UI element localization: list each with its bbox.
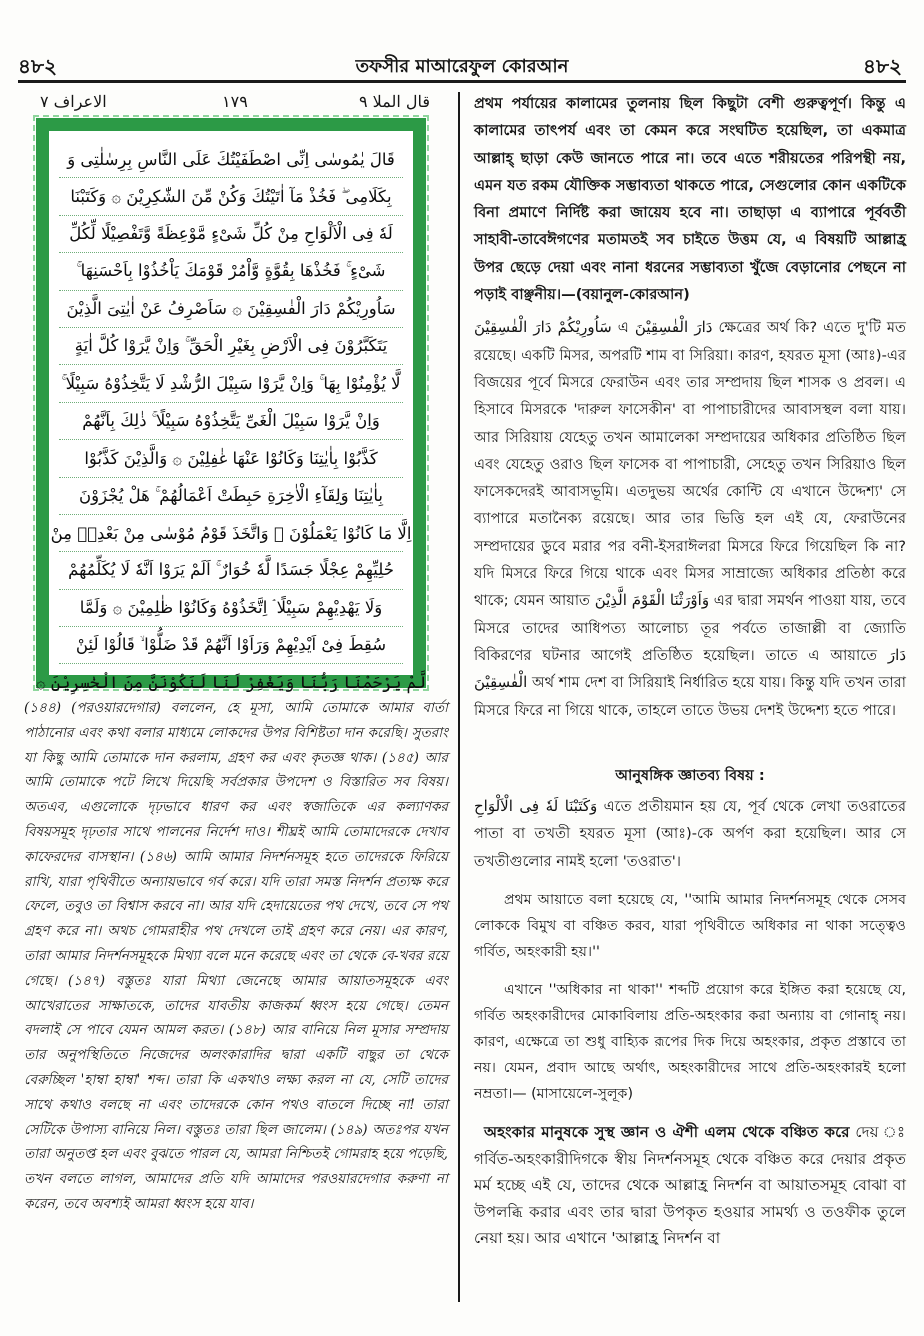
commentary-paragraph: এখানে ''অধিকার না থাকা'' শব্দটি প্রয়োগ করে ইঙ্গিত করা হয়েছে যে, গর্বিত অহংকারীদের মোকাবিলায় প্রতি-অহংকার করা অন্যায় বা গোনাহ্ নয়। কারণ, এক্ষেত্রে তা শুধু বাহ্যিক রূপের দিক দিয়ে অহংকার, প্রকৃত প্রস্তাবে তা নয়। যেমন, প্রবাদ আছে অর্থাৎ, অহংকারীদের সাথে প্রতি-অহংকারই হলো নম্রতা।— (মাসায়েলে-সুলূক) (474, 982, 906, 1103)
commentary-paragraph (474, 793, 906, 875)
left-column (22, 88, 450, 1217)
inline-text: এতে প্রতীয়মান হয় যে, পূর্ব থেকে লেখা তওরাতের পাতা বা তখতী হযরত মূসা (আঃ)-কে অর্পণ করা হয়েছিল। আর সে তখতীগুলোর নামই হলো 'তওরাত'। (474, 798, 906, 870)
quran-text-block (35, 129, 426, 693)
page-number-left: ৪৮২ (18, 54, 57, 78)
quran-page-header (22, 88, 450, 114)
quran-line: كَذَّبُوْا بِاٰيٰتِنَا وَكَانُوْا عَنْهَا غٰفِلِيْنَ ۞ وَالَّذِيْنَ كَذَّبُوْا (59, 440, 403, 477)
quran-line: بِاٰيٰتِنَا وَلِقَآءِ الْاٰخِرَةِ حَبِطَتْ اَعْمَالُهُمْ ۚ هَلْ يُجْزَوْنَ (59, 478, 403, 515)
inline-text: এর দ্বারা সমর্থন পাওয়া যায়, তবে মিসরে তাদের আধিপত্য আলোচ্য তূর পর্বতে তাজাল্লী বা জ্যোতি বিকিরণের ঘটনার আগেই প্রতিষ্ঠিত হয়েছিল। তাতে এ আয়াতে (474, 592, 906, 664)
header-rule (18, 80, 906, 83)
juz-name: قال الملا ٩ (358, 92, 430, 111)
commentary-paragraph: প্রথম পর্যায়ের কালামের তুলনায় ছিল কিছুটা বেশী গুরুত্বপূর্ণ। কিন্তু এ কালামের তাৎপর্য এবং তা কেমন করে সংঘটিত হয়েছিল, তা একমাত্র আল্লাহ্ ছাড়া কেউ জানতে পারে না। তবে এতে শরীয়তের পরিপন্থী নয়, এমন যত রকম যৌক্তিক সম্ভাব্যতা থাকতে পারে, সেগুলোর কোন একটিকে বিনা প্রমাণে নির্দিষ্ট করা জায়েয হবে না। তাছাড়া এ ব্যাপারে পূর্ববর্তী সাহাবী-তাবেঈগণের মতামতই সব চাইতে উত্তম যে, এ বিষয়টি আল্লাহ্র উপর ছেড়ে দেয়া এবং নানা ধরনের সম্ভাব্যতা খুঁজে বেড়ানোর পেছনে না পড়াই বাঞ্ছনীয়।—(বয়ানুল-কোরআন) (474, 95, 906, 304)
quran-line: شَىْءٍ ۚ فَخُذْهَا بِقُوَّةٍ وَّاْمُرْ قَوْمَكَ يَاْخُذُوْا بِاَحْسَنِهَا ۚ (59, 253, 403, 290)
mushaf-page-number: ١٧٩ (222, 92, 248, 111)
quran-line: لَهٗ فِى الْاَلْوَاحِ مِنْ كُلِّ شَىْءٍ مَّوْعِظَةً وَّتَفْصِيْلًا لِّكُلِّ (59, 216, 403, 253)
arabic-quote: دَارَ الْفٰسِقِيْنَ (474, 645, 906, 692)
running-title: তফসীর মাআরেফুল কোরআন (355, 56, 569, 77)
quran-line: اِلَّا مَا كَانُوْا يَعْمَلُوْنَ ۞ وَاتَّخَذَ قَوْمُ مُوْسٰى مِنْ بَعْدِهٖ مِنْ (59, 515, 403, 552)
column-divider (458, 92, 460, 1302)
right-column (474, 90, 906, 1252)
page-number-right: ৪৮২ (863, 54, 902, 78)
inline-text: ক্ষেত্রের অর্থ কি? এতে দু'টি মত রয়েছে। একটি মিসর, অপরটি শাম বা সিরিয়া। কারণ, হযরত মূসা (আঃ)-এর বিজয়ের পূর্বে মিসরে ফেরাউন এবং তার সম্প্রদায় ছিল শাসক ও প্রবল। এ হিসাবে মিসরকে 'দারুল ফাসেকীন' বা পাপাচারীদের আবাসস্থল বলা যায়। আর সিরিয়ায় যেহেতু তখন আমালেকা সম্প্রদায়ের অধিকার প্রতিষ্ঠিত ছিল এবং যেহেতু ওরাও ছিল ফাসেক বা পাপাচারী, সেহেতু তখন সিরিয়াও ছিল ফাসেকদেরই আবাসভূমি। এতদুভয় অর্থের কোন্টি যে এখানে উদ্দেশ্য' সে ব্যাপারে মতানৈক্য রয়েছে। আর তার ভিত্তি হল এই যে, ফেরাউনের সম্প্রদায়ের ডুবে মরার পর বনী-ইসরাঈলরা মিসরে ফিরে গিয়েছিল কি না? যদি মিসরে ফিরে গিয়ে থাকে এবং মিসর সাম্রাজ্যে অধিকার প্রতিষ্ঠা করে থাকে; যেমন আয়াত (474, 319, 906, 610)
quran-line: لَّا يُؤْمِنُوْا بِهَا ۚ وَاِنْ يَّرَوْا سَبِيْلَ الرُّشْدِ لَا يَتَّخِذُوْهُ سَبِيْلًا ۚ (59, 365, 403, 402)
bold-heading: অহংকার মানুষকে সুস্থ জ্ঞান ও ঐশী এলম থেকে বঞ্চিত করে (484, 1123, 850, 1142)
quran-line: وَاِنْ يَّرَوْا سَبِيْلَ الْغَىِّ يَتَّخِذُوْهُ سَبِيْلًا ۚ ذٰلِكَ بِاَنَّهُمْ (59, 403, 403, 440)
page-header (0, 0, 924, 82)
quran-line: قَالَ يٰمُوسٰى اِنِّى اصْطَفَيْتُكَ عَلَى النَّاسِ بِرِسٰلٰتِى وَ (59, 141, 403, 178)
commentary-paragraph (474, 1119, 906, 1252)
quran-line: بِكَلَامِى ۖ فَخُذْ مَآ اٰتَيْتُكَ وَكُنْ مِّنَ الشّٰكِرِيْنَ ۞ وَكَتَبْنَا (59, 178, 403, 215)
quran-line: سُقِطَ فِىْ اَيْدِيْهِمْ وَرَاَوْا اَنَّهُمْ قَدْ ضَلُّوْا ۙ قَالُوْا لَئِنْ (59, 627, 403, 664)
quran-line: لَّمْ يَرْحَمْنَا رَبُّنَا وَيَغْفِرْ لَنَا لَنَكُوْنَنَّ مِنَ الْخٰسِرِيْنَ ۞ (35, 673, 426, 693)
commentary-paragraph (474, 314, 906, 723)
quran-line: يَتَكَبَّرُوْنَ فِى الْاَرْضِ بِغَيْرِ الْحَقِّ ۚ وَاِنْ يَّرَوْا كُلَّ اٰيَةٍ (59, 328, 403, 365)
arabic-quote: وَكَتَبْنَا لَهٗ فِى الْاَلْوَاحِ (474, 797, 598, 816)
quran-frame (35, 118, 426, 693)
surah-name: الاعراف ٧ (40, 92, 107, 111)
inline-text: এ (611, 319, 635, 337)
quran-line: سَاُورِيْكُمْ دَارَ الْفٰسِقِيْنَ ۞ سَاَصْرِفُ عَنْ اٰيٰتِىَ الَّذِيْنَ (59, 291, 403, 328)
inline-text: দেয় ঃ গর্বিত-অহংকারীদিগকে স্বীয় নিদর্শনসমূহ থেকে বঞ্চিত করে দেয়ার প্রকৃত মর্ম হচ্ছে এই যে, তাদের থেকে আল্লাহ্র নিদর্শন বা আয়াতসমূহ বোঝা বা উপলব্ধি করার এবং তার দ্বারা উপকৃত হওয়ার সামর্থ্য ও তওফীক তুলে নেয়া হয়। আর এখানে 'আল্লাহ্র নিদর্শন বা (474, 1123, 906, 1248)
commentary-paragraph: প্রথম আয়াতে বলা হয়েছে যে, ''আমি আমার নিদর্শনসমূহ থেকে সেসব লোককে বিমুখ বা বঞ্চিত করব, যারা পৃথিবীতে অধিকার না থাকা সত্ত্বেও গর্বিত, অহংকারী হয়।'' (474, 892, 906, 961)
quran-line: حُلِيِّهِمْ عِجْلًا جَسَدًا لَّهٗ خُوَارٌ ۚ اَلَمْ يَرَوْا اَنَّهٗ لَا يُكَلِّمُهُمْ (59, 552, 403, 589)
translation-text: (১৪৪) (পরওয়ারদেগার) বললেন, হে মূসা, আমি তোমাকে আমার বার্তা পাঠানোর এবং কথা বলার মাধ্যমে লোকদের উপর বিশিষ্টতা দান করেছি। সুতরাং যা কিছু আমি তোমাকে দান করলাম, গ্রহণ কর এবং কৃতজ্ঞ থাক। (১৪৫) আর আমি তোমাকে পটে লিখে দিয়েছি সর্বপ্রকার উপদেশ ও বিস্তারিত সব বিষয়। অতএব, এগুলোকে দৃঢ়ভাবে ধারণ কর এবং স্বজাতিকে এর কল্যাণকর বিষয়সমূহ দৃঢ়তার সাথে পালনের নির্দেশ দাও। শীঘ্রই আমি তোমাদেরকে দেখাব কাফেরদের বাসস্থান। (১৪৬) আমি আমার নিদর্শনসমূহ হতে তাদেরকে ফিরিয়ে রাখি, যারা পৃথিবীতে অন্যায়ভাবে গর্ব করে। যদি তারা সমস্ত নিদর্শন প্রত্যক্ষ করে ফেলে, তবুও তা বিশ্বাস করবে না। আর যদি হেদায়েতের পথ দেখে, তবে সে পথ গ্রহণ করে না। অথচ গোমরাহীর পথ দেখলে তাই গ্রহণ করে নেয়। এর কারণ, তারা আমার নিদর্শনসমূহকে মিথ্যা বলে মনে করেছে এবং তা থেকে বে-খবর রয়ে গেছে। (১৪৭) বস্তুতঃ যারা মিথ্যা জেনেছে আমার আয়াতসমূহকে এবং আখেরাতের সাক্ষাতকে, তাদের যাবতীয় কাজকর্ম ধ্বংস হয়ে গেছে। তেমন বদলাই সে পাবে যেমন আমল করত। (১৪৮) আর বানিয়ে নিল মূসার সম্প্রদায় তার অনুপস্থিতিতে নিজেদের অলংকারাদির দ্বারা একটি বাছুর তা থেকে বেরুচ্ছিল 'হাম্বা হাম্বা' শব্দ। তারা কি একথাও লক্ষ্য করল না যে, সেটি তাদের সাথে কথাও বলছে না এবং তাদেরকে কোন পথও বাতলে দিচ্ছে না! তারা সেটিকে উপাস্য বানিয়ে নিল। বস্তুতঃ তারা ছিল জালেম। (১৪৯) অতঃপর যখন তারা অনুতপ্ত হল এবং বুঝতে পারল যে, আমরা নিশ্চিতই গোমরাহ হয়ে পড়েছি, তখন বলতে লাগল, আমাদের প্রতি যদি আমাদের পরওয়ারদেগার করুণা না করেন, তবে অবশ্যই আমরা ধ্বংস হয়ে যাব। (24, 700, 448, 1212)
quran-line: وَلَا يَهْدِيْهِمْ سَبِيْلًا ۘ اِتَّخَذُوْهُ وَكَانُوْا ظٰلِمِيْنَ ۞ وَلَمَّا (59, 590, 403, 627)
arabic-quote: دَارَ الْفٰسِقِيْنَ (634, 318, 713, 337)
arabic-quote: وَاَوْرَثْنَا الْقَوْمَ الَّذِيْنَ (594, 591, 710, 610)
arabic-quote: سَاُورِيْكُمْ دَارَ الْفٰسِقِيْنَ (474, 318, 612, 337)
inline-text: অর্থ শাম দেশ বা সিরিয়াই নির্ধারিত হয়ে যায়। কিন্তু যদি তখন তারা মিসরে ফিরে না গিয়ে থাকে, তাহলে তাতে উভয় দেশই উদ্দেশ্য হতে পারে। (474, 674, 906, 719)
section-subheading: আনুষঙ্গিক জ্ঞাতব্য বিষয় : (615, 766, 765, 784)
